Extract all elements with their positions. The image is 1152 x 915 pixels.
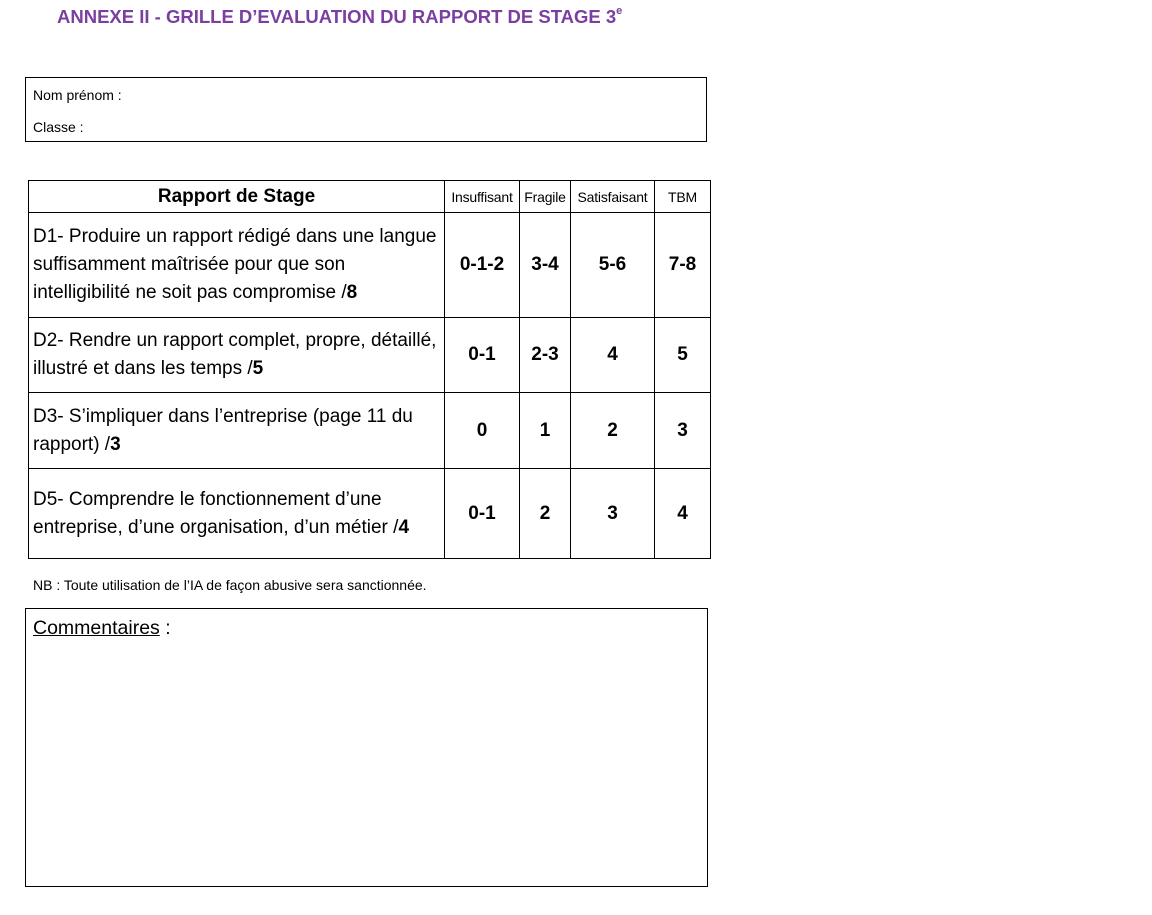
criterion-max: 8 [346,282,358,303]
comments-box [25,608,708,887]
score-cell: 0 [445,393,520,469]
grid-header-row [29,181,711,213]
name-field-label: Nom prénom : [33,87,122,103]
criterion-row [29,213,711,318]
criterion-max: 4 [398,516,410,538]
evaluation-grid [28,180,711,559]
score-cell: 5-6 [571,213,655,318]
score-cell: 3 [571,469,655,559]
score-cell: 2 [571,393,655,469]
level-tbm: TBM [655,181,711,213]
criterion-d5: D5- Comprendre le fonctionnement d’une entreprise, d’une organisation, d’un métier /4 [29,469,445,559]
level-insuffisant: Insuffisant [445,181,520,213]
criterion-row [29,469,711,559]
score-cell: 4 [571,318,655,393]
criterion-row [29,393,711,469]
score-cell: 3 [655,393,711,469]
class-field-label: Classe : [33,119,84,135]
score-cell: 2-3 [520,318,571,393]
score-cell: 0-1 [445,318,520,393]
student-identity-box [25,77,707,142]
score-cell: 1 [520,393,571,469]
grid-heading: Rapport de Stage [29,181,445,213]
ai-usage-note: NB : Toute utilisation de l’IA de façon abusive sera sanctionnée. [33,577,427,593]
score-cell: 0-1-2 [445,213,520,318]
score-cell: 2 [520,469,571,559]
score-cell: 4 [655,469,711,559]
level-satisfaisant: Satisfaisant [571,181,655,213]
comments-label: Commentaires : [33,617,171,639]
score-cell: 0-1 [445,469,520,559]
criterion-d1: D1- Produire un rapport rédigé dans une langue suffisamment maîtrisée pour que son intelligibilité ne soit pas compromise /8 [29,213,445,318]
score-cell: 3-4 [520,213,571,318]
criterion-d2: D2- Rendre un rapport complet, propre, détaillé, illustré et dans les temps /5 [29,318,445,393]
criterion-row [29,318,711,393]
criterion-max: 5 [252,358,264,379]
score-cell: 5 [655,318,711,393]
score-cell: 7-8 [655,213,711,318]
page-title: ANNEXE II - GRILLE D’EVALUATION DU RAPPORT DE STAGE 3e [57,4,623,27]
criterion-d3: D3- S’impliquer dans l’entreprise (page 11 du rapport) /3 [29,393,445,469]
level-fragile: Fragile [520,181,571,213]
criterion-max: 3 [110,433,121,455]
title-superscript: e [616,4,623,17]
